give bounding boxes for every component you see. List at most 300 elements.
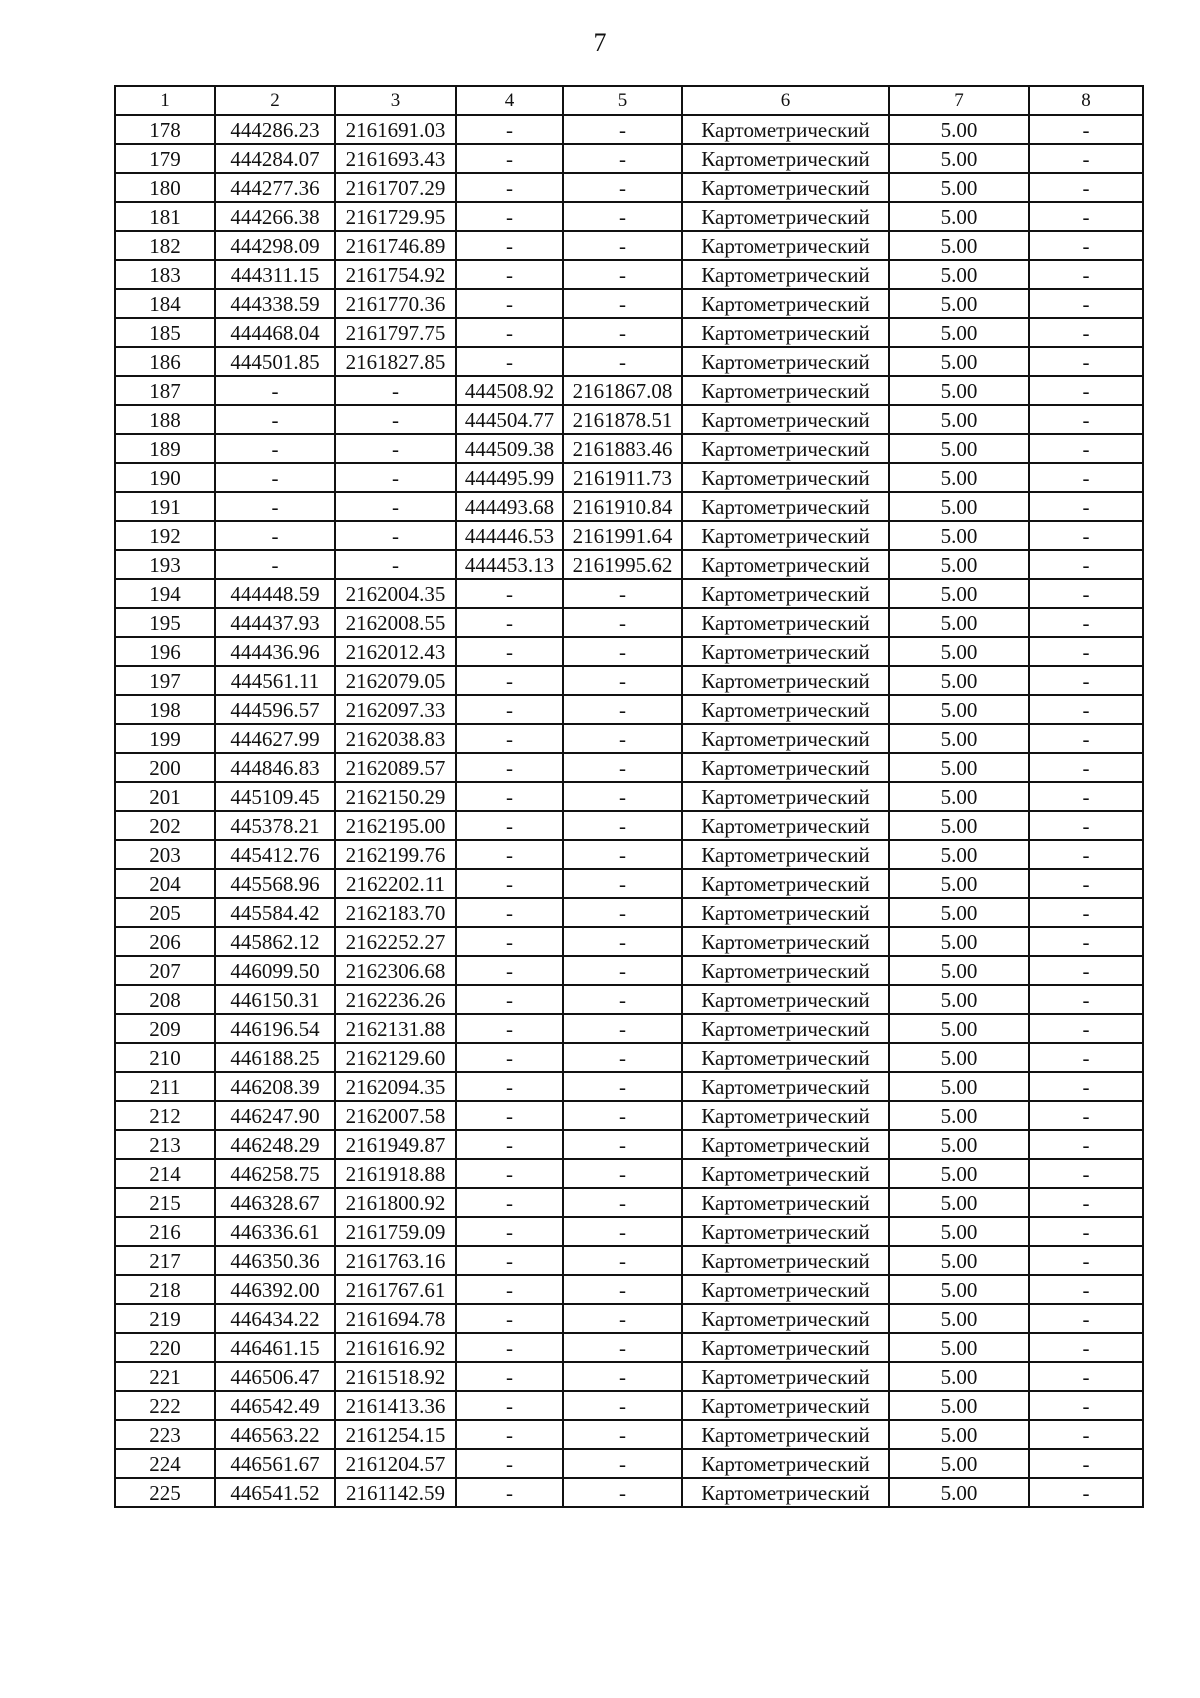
method-cell: Картометрический — [682, 1014, 889, 1043]
table-row — [115, 1159, 1143, 1188]
table-row — [115, 1275, 1143, 1304]
description-cell: - — [1029, 521, 1143, 550]
y-new-cell: - — [563, 1014, 682, 1043]
accuracy-cell: 5.00 — [889, 927, 1029, 956]
x-existing-cell: - — [215, 550, 335, 579]
header-row — [115, 86, 1143, 115]
method-cell: Картометрический — [682, 1130, 889, 1159]
point-number-cell: 219 — [115, 1304, 215, 1333]
y-new-cell: - — [563, 637, 682, 666]
point-number-cell: 185 — [115, 318, 215, 347]
table-row — [115, 173, 1143, 202]
x-existing-cell: 446196.54 — [215, 1014, 335, 1043]
table-row — [115, 521, 1143, 550]
y-existing-cell: 2161746.89 — [335, 231, 456, 260]
y-new-cell: 2161878.51 — [563, 405, 682, 434]
y-existing-cell: - — [335, 521, 456, 550]
description-cell: - — [1029, 695, 1143, 724]
method-cell: Картометрический — [682, 1420, 889, 1449]
x-new-cell: 444504.77 — [456, 405, 563, 434]
table-row — [115, 434, 1143, 463]
y-existing-cell: 2161254.15 — [335, 1420, 456, 1449]
description-cell: - — [1029, 173, 1143, 202]
point-number-cell: 186 — [115, 347, 215, 376]
column-header-4: 4 — [456, 86, 563, 115]
y-new-cell: - — [563, 869, 682, 898]
accuracy-cell: 5.00 — [889, 1043, 1029, 1072]
table-row — [115, 144, 1143, 173]
method-cell: Картометрический — [682, 173, 889, 202]
x-existing-cell: 446150.31 — [215, 985, 335, 1014]
description-cell: - — [1029, 318, 1143, 347]
accuracy-cell: 5.00 — [889, 1333, 1029, 1362]
point-number-cell: 190 — [115, 463, 215, 492]
y-new-cell: - — [563, 898, 682, 927]
table-row — [115, 869, 1143, 898]
accuracy-cell: 5.00 — [889, 434, 1029, 463]
description-cell: - — [1029, 579, 1143, 608]
point-number-cell: 188 — [115, 405, 215, 434]
accuracy-cell: 5.00 — [889, 579, 1029, 608]
y-existing-cell: 2162252.27 — [335, 927, 456, 956]
method-cell: Картометрический — [682, 434, 889, 463]
y-new-cell: - — [563, 1449, 682, 1478]
x-new-cell: - — [456, 1391, 563, 1420]
point-number-cell: 210 — [115, 1043, 215, 1072]
y-existing-cell: 2161797.75 — [335, 318, 456, 347]
accuracy-cell: 5.00 — [889, 405, 1029, 434]
x-existing-cell: 444627.99 — [215, 724, 335, 753]
x-new-cell: - — [456, 1362, 563, 1391]
point-number-cell: 191 — [115, 492, 215, 521]
x-existing-cell: 445109.45 — [215, 782, 335, 811]
accuracy-cell: 5.00 — [889, 608, 1029, 637]
x-new-cell: - — [456, 1275, 563, 1304]
x-existing-cell: 444501.85 — [215, 347, 335, 376]
method-cell: Картометрический — [682, 637, 889, 666]
table-row — [115, 927, 1143, 956]
x-new-cell: - — [456, 753, 563, 782]
column-header-5: 5 — [563, 86, 682, 115]
point-number-cell: 212 — [115, 1101, 215, 1130]
method-cell: Картометрический — [682, 1362, 889, 1391]
point-number-cell: 179 — [115, 144, 215, 173]
x-existing-cell: 446541.52 — [215, 1478, 335, 1507]
description-cell: - — [1029, 289, 1143, 318]
y-new-cell: - — [563, 1159, 682, 1188]
method-cell: Картометрический — [682, 724, 889, 753]
method-cell: Картометрический — [682, 463, 889, 492]
point-number-cell: 184 — [115, 289, 215, 318]
x-existing-cell: 444561.11 — [215, 666, 335, 695]
x-new-cell: - — [456, 1449, 563, 1478]
description-cell: - — [1029, 405, 1143, 434]
y-existing-cell: 2161827.85 — [335, 347, 456, 376]
point-number-cell: 216 — [115, 1217, 215, 1246]
y-new-cell: - — [563, 1246, 682, 1275]
method-cell: Картометрический — [682, 318, 889, 347]
table-row — [115, 956, 1143, 985]
table-row — [115, 1130, 1143, 1159]
y-existing-cell: 2161413.36 — [335, 1391, 456, 1420]
accuracy-cell: 5.00 — [889, 1130, 1029, 1159]
x-existing-cell: 446434.22 — [215, 1304, 335, 1333]
description-cell: - — [1029, 840, 1143, 869]
description-cell: - — [1029, 1159, 1143, 1188]
y-existing-cell: 2161770.36 — [335, 289, 456, 318]
point-number-cell: 194 — [115, 579, 215, 608]
y-existing-cell: 2162236.26 — [335, 985, 456, 1014]
y-existing-cell: 2161729.95 — [335, 202, 456, 231]
description-cell: - — [1029, 550, 1143, 579]
x-existing-cell: 446208.39 — [215, 1072, 335, 1101]
x-new-cell: - — [456, 1304, 563, 1333]
x-existing-cell: 444277.36 — [215, 173, 335, 202]
description-cell: - — [1029, 463, 1143, 492]
x-new-cell: - — [456, 811, 563, 840]
method-cell: Картометрический — [682, 579, 889, 608]
accuracy-cell: 5.00 — [889, 666, 1029, 695]
method-cell: Картометрический — [682, 1275, 889, 1304]
x-existing-cell: 446350.36 — [215, 1246, 335, 1275]
table-row — [115, 1217, 1143, 1246]
x-existing-cell: 446506.47 — [215, 1362, 335, 1391]
point-number-cell: 201 — [115, 782, 215, 811]
accuracy-cell: 5.00 — [889, 376, 1029, 405]
description-cell: - — [1029, 1420, 1143, 1449]
y-new-cell: - — [563, 666, 682, 695]
accuracy-cell: 5.00 — [889, 1072, 1029, 1101]
x-existing-cell: 444448.59 — [215, 579, 335, 608]
x-new-cell: 444509.38 — [456, 434, 563, 463]
x-existing-cell: 444846.83 — [215, 753, 335, 782]
y-existing-cell: 2162004.35 — [335, 579, 456, 608]
x-new-cell: 444446.53 — [456, 521, 563, 550]
description-cell: - — [1029, 608, 1143, 637]
table-row — [115, 1333, 1143, 1362]
y-new-cell: - — [563, 144, 682, 173]
method-cell: Картометрический — [682, 695, 889, 724]
x-new-cell: - — [456, 115, 563, 144]
description-cell: - — [1029, 1072, 1143, 1101]
description-cell: - — [1029, 1362, 1143, 1391]
y-new-cell: - — [563, 1101, 682, 1130]
x-existing-cell: - — [215, 521, 335, 550]
x-existing-cell: 445862.12 — [215, 927, 335, 956]
accuracy-cell: 5.00 — [889, 1362, 1029, 1391]
description-cell: - — [1029, 782, 1143, 811]
method-cell: Картометрический — [682, 231, 889, 260]
point-number-cell: 183 — [115, 260, 215, 289]
y-existing-cell: 2161693.43 — [335, 144, 456, 173]
x-new-cell: - — [456, 898, 563, 927]
column-header-1: 1 — [115, 86, 215, 115]
table-row — [115, 753, 1143, 782]
method-cell: Картометрический — [682, 260, 889, 289]
x-existing-cell: 446563.22 — [215, 1420, 335, 1449]
y-existing-cell: 2162012.43 — [335, 637, 456, 666]
x-existing-cell: 446392.00 — [215, 1275, 335, 1304]
accuracy-cell: 5.00 — [889, 289, 1029, 318]
x-new-cell: - — [456, 666, 563, 695]
table-row — [115, 1072, 1143, 1101]
point-number-cell: 220 — [115, 1333, 215, 1362]
x-existing-cell: 446099.50 — [215, 956, 335, 985]
y-new-cell: - — [563, 318, 682, 347]
description-cell: - — [1029, 666, 1143, 695]
point-number-cell: 189 — [115, 434, 215, 463]
x-new-cell: - — [456, 1159, 563, 1188]
table-row — [115, 1188, 1143, 1217]
method-cell: Картометрический — [682, 115, 889, 144]
y-existing-cell: 2162306.68 — [335, 956, 456, 985]
point-number-cell: 205 — [115, 898, 215, 927]
point-number-cell: 224 — [115, 1449, 215, 1478]
method-cell: Картометрический — [682, 666, 889, 695]
x-existing-cell: 445584.42 — [215, 898, 335, 927]
method-cell: Картометрический — [682, 985, 889, 1014]
accuracy-cell: 5.00 — [889, 463, 1029, 492]
point-number-cell: 221 — [115, 1362, 215, 1391]
y-existing-cell: 2162150.29 — [335, 782, 456, 811]
point-number-cell: 193 — [115, 550, 215, 579]
description-cell: - — [1029, 1101, 1143, 1130]
point-number-cell: 222 — [115, 1391, 215, 1420]
point-number-cell: 198 — [115, 695, 215, 724]
y-new-cell: - — [563, 811, 682, 840]
method-cell: Картометрический — [682, 898, 889, 927]
x-new-cell: - — [456, 1188, 563, 1217]
x-existing-cell: 446542.49 — [215, 1391, 335, 1420]
description-cell: - — [1029, 231, 1143, 260]
y-existing-cell: 2161204.57 — [335, 1449, 456, 1478]
method-cell: Картометрический — [682, 347, 889, 376]
point-number-cell: 208 — [115, 985, 215, 1014]
accuracy-cell: 5.00 — [889, 695, 1029, 724]
table-row — [115, 608, 1143, 637]
accuracy-cell: 5.00 — [889, 1304, 1029, 1333]
method-cell: Картометрический — [682, 811, 889, 840]
table-row — [115, 724, 1143, 753]
table-header — [115, 86, 1143, 115]
table-row — [115, 1043, 1143, 1072]
point-number-cell: 197 — [115, 666, 215, 695]
description-cell: - — [1029, 1304, 1143, 1333]
x-new-cell: - — [456, 782, 563, 811]
description-cell: - — [1029, 202, 1143, 231]
y-new-cell: - — [563, 1130, 682, 1159]
x-new-cell: - — [456, 1130, 563, 1159]
description-cell: - — [1029, 115, 1143, 144]
description-cell: - — [1029, 1391, 1143, 1420]
description-cell: - — [1029, 1478, 1143, 1507]
description-cell: - — [1029, 898, 1143, 927]
point-number-cell: 196 — [115, 637, 215, 666]
y-new-cell: 2161867.08 — [563, 376, 682, 405]
method-cell: Картометрический — [682, 1333, 889, 1362]
point-number-cell: 214 — [115, 1159, 215, 1188]
description-cell: - — [1029, 1014, 1143, 1043]
description-cell: - — [1029, 956, 1143, 985]
point-number-cell: 223 — [115, 1420, 215, 1449]
point-number-cell: 180 — [115, 173, 215, 202]
column-header-2: 2 — [215, 86, 335, 115]
table-row — [115, 1420, 1143, 1449]
y-existing-cell: 2162038.83 — [335, 724, 456, 753]
x-new-cell: - — [456, 637, 563, 666]
table-row — [115, 898, 1143, 927]
x-new-cell: 444495.99 — [456, 463, 563, 492]
table-row — [115, 289, 1143, 318]
x-new-cell: - — [456, 695, 563, 724]
description-cell: - — [1029, 347, 1143, 376]
y-new-cell: - — [563, 724, 682, 753]
description-cell: - — [1029, 492, 1143, 521]
y-existing-cell: 2161707.29 — [335, 173, 456, 202]
table-row — [115, 1362, 1143, 1391]
y-new-cell: - — [563, 985, 682, 1014]
column-header-6: 6 — [682, 86, 889, 115]
x-new-cell: - — [456, 1217, 563, 1246]
y-existing-cell: 2161767.61 — [335, 1275, 456, 1304]
x-new-cell: - — [456, 840, 563, 869]
table-row — [115, 637, 1143, 666]
description-cell: - — [1029, 753, 1143, 782]
table-row — [115, 115, 1143, 144]
table-row — [115, 463, 1143, 492]
x-new-cell: - — [456, 1478, 563, 1507]
method-cell: Картометрический — [682, 550, 889, 579]
accuracy-cell: 5.00 — [889, 811, 1029, 840]
x-existing-cell: 444338.59 — [215, 289, 335, 318]
method-cell: Картометрический — [682, 1159, 889, 1188]
y-new-cell: 2161991.64 — [563, 521, 682, 550]
y-new-cell: 2161911.73 — [563, 463, 682, 492]
method-cell: Картометрический — [682, 782, 889, 811]
table-row — [115, 376, 1143, 405]
description-cell: - — [1029, 927, 1143, 956]
y-new-cell: - — [563, 1420, 682, 1449]
table-row — [115, 1478, 1143, 1507]
x-existing-cell: 446247.90 — [215, 1101, 335, 1130]
point-number-cell: 182 — [115, 231, 215, 260]
y-new-cell: - — [563, 695, 682, 724]
point-number-cell: 204 — [115, 869, 215, 898]
table-row — [115, 579, 1143, 608]
table-row — [115, 550, 1143, 579]
method-cell: Картометрический — [682, 405, 889, 434]
y-existing-cell: 2162183.70 — [335, 898, 456, 927]
y-new-cell: - — [563, 173, 682, 202]
description-cell: - — [1029, 1217, 1143, 1246]
description-cell: - — [1029, 260, 1143, 289]
y-existing-cell: 2161918.88 — [335, 1159, 456, 1188]
x-existing-cell: 444311.15 — [215, 260, 335, 289]
x-new-cell: - — [456, 1014, 563, 1043]
page-number: 7 — [593, 28, 607, 57]
x-new-cell: 444493.68 — [456, 492, 563, 521]
y-new-cell: - — [563, 231, 682, 260]
y-existing-cell: 2162008.55 — [335, 608, 456, 637]
accuracy-cell: 5.00 — [889, 115, 1029, 144]
y-new-cell: - — [563, 927, 682, 956]
x-new-cell: - — [456, 1072, 563, 1101]
point-number-cell: 215 — [115, 1188, 215, 1217]
y-new-cell: - — [563, 1188, 682, 1217]
point-number-cell: 218 — [115, 1275, 215, 1304]
description-cell: - — [1029, 1246, 1143, 1275]
x-existing-cell: 444298.09 — [215, 231, 335, 260]
y-existing-cell: 2162094.35 — [335, 1072, 456, 1101]
table-row — [115, 405, 1143, 434]
x-new-cell: - — [456, 347, 563, 376]
point-number-cell: 206 — [115, 927, 215, 956]
y-new-cell: - — [563, 115, 682, 144]
description-cell: - — [1029, 1275, 1143, 1304]
method-cell: Картометрический — [682, 869, 889, 898]
y-new-cell: - — [563, 1304, 682, 1333]
accuracy-cell: 5.00 — [889, 753, 1029, 782]
y-new-cell: - — [563, 1362, 682, 1391]
y-new-cell: - — [563, 608, 682, 637]
accuracy-cell: 5.00 — [889, 956, 1029, 985]
point-number-cell: 209 — [115, 1014, 215, 1043]
x-new-cell: - — [456, 956, 563, 985]
x-new-cell: - — [456, 1420, 563, 1449]
method-cell: Картометрический — [682, 956, 889, 985]
table-row — [115, 492, 1143, 521]
x-new-cell: - — [456, 318, 563, 347]
accuracy-cell: 5.00 — [889, 318, 1029, 347]
x-existing-cell: 444286.23 — [215, 115, 335, 144]
y-existing-cell: 2162129.60 — [335, 1043, 456, 1072]
point-number-cell: 200 — [115, 753, 215, 782]
table-row — [115, 1014, 1143, 1043]
table-row — [115, 666, 1143, 695]
description-cell: - — [1029, 376, 1143, 405]
accuracy-cell: 5.00 — [889, 1449, 1029, 1478]
accuracy-cell: 5.00 — [889, 347, 1029, 376]
y-existing-cell: 2162007.58 — [335, 1101, 456, 1130]
method-cell: Картометрический — [682, 1246, 889, 1275]
y-new-cell: - — [563, 753, 682, 782]
x-existing-cell: - — [215, 405, 335, 434]
point-number-cell: 211 — [115, 1072, 215, 1101]
x-existing-cell: 446336.61 — [215, 1217, 335, 1246]
table-row — [115, 1449, 1143, 1478]
description-cell: - — [1029, 1188, 1143, 1217]
y-existing-cell: 2161759.09 — [335, 1217, 456, 1246]
y-new-cell: - — [563, 1043, 682, 1072]
y-existing-cell: 2161142.59 — [335, 1478, 456, 1507]
y-new-cell: - — [563, 1478, 682, 1507]
accuracy-cell: 5.00 — [889, 1246, 1029, 1275]
y-existing-cell: 2162131.88 — [335, 1014, 456, 1043]
accuracy-cell: 5.00 — [889, 1217, 1029, 1246]
x-new-cell: - — [456, 1246, 563, 1275]
x-new-cell: - — [456, 927, 563, 956]
table-body — [115, 115, 1143, 1507]
table-row — [115, 985, 1143, 1014]
description-cell: - — [1029, 434, 1143, 463]
y-existing-cell: - — [335, 492, 456, 521]
point-number-cell: 202 — [115, 811, 215, 840]
method-cell: Картометрический — [682, 1188, 889, 1217]
table-row — [115, 318, 1143, 347]
method-cell: Картометрический — [682, 1072, 889, 1101]
x-existing-cell: 444284.07 — [215, 144, 335, 173]
table-row — [115, 782, 1143, 811]
